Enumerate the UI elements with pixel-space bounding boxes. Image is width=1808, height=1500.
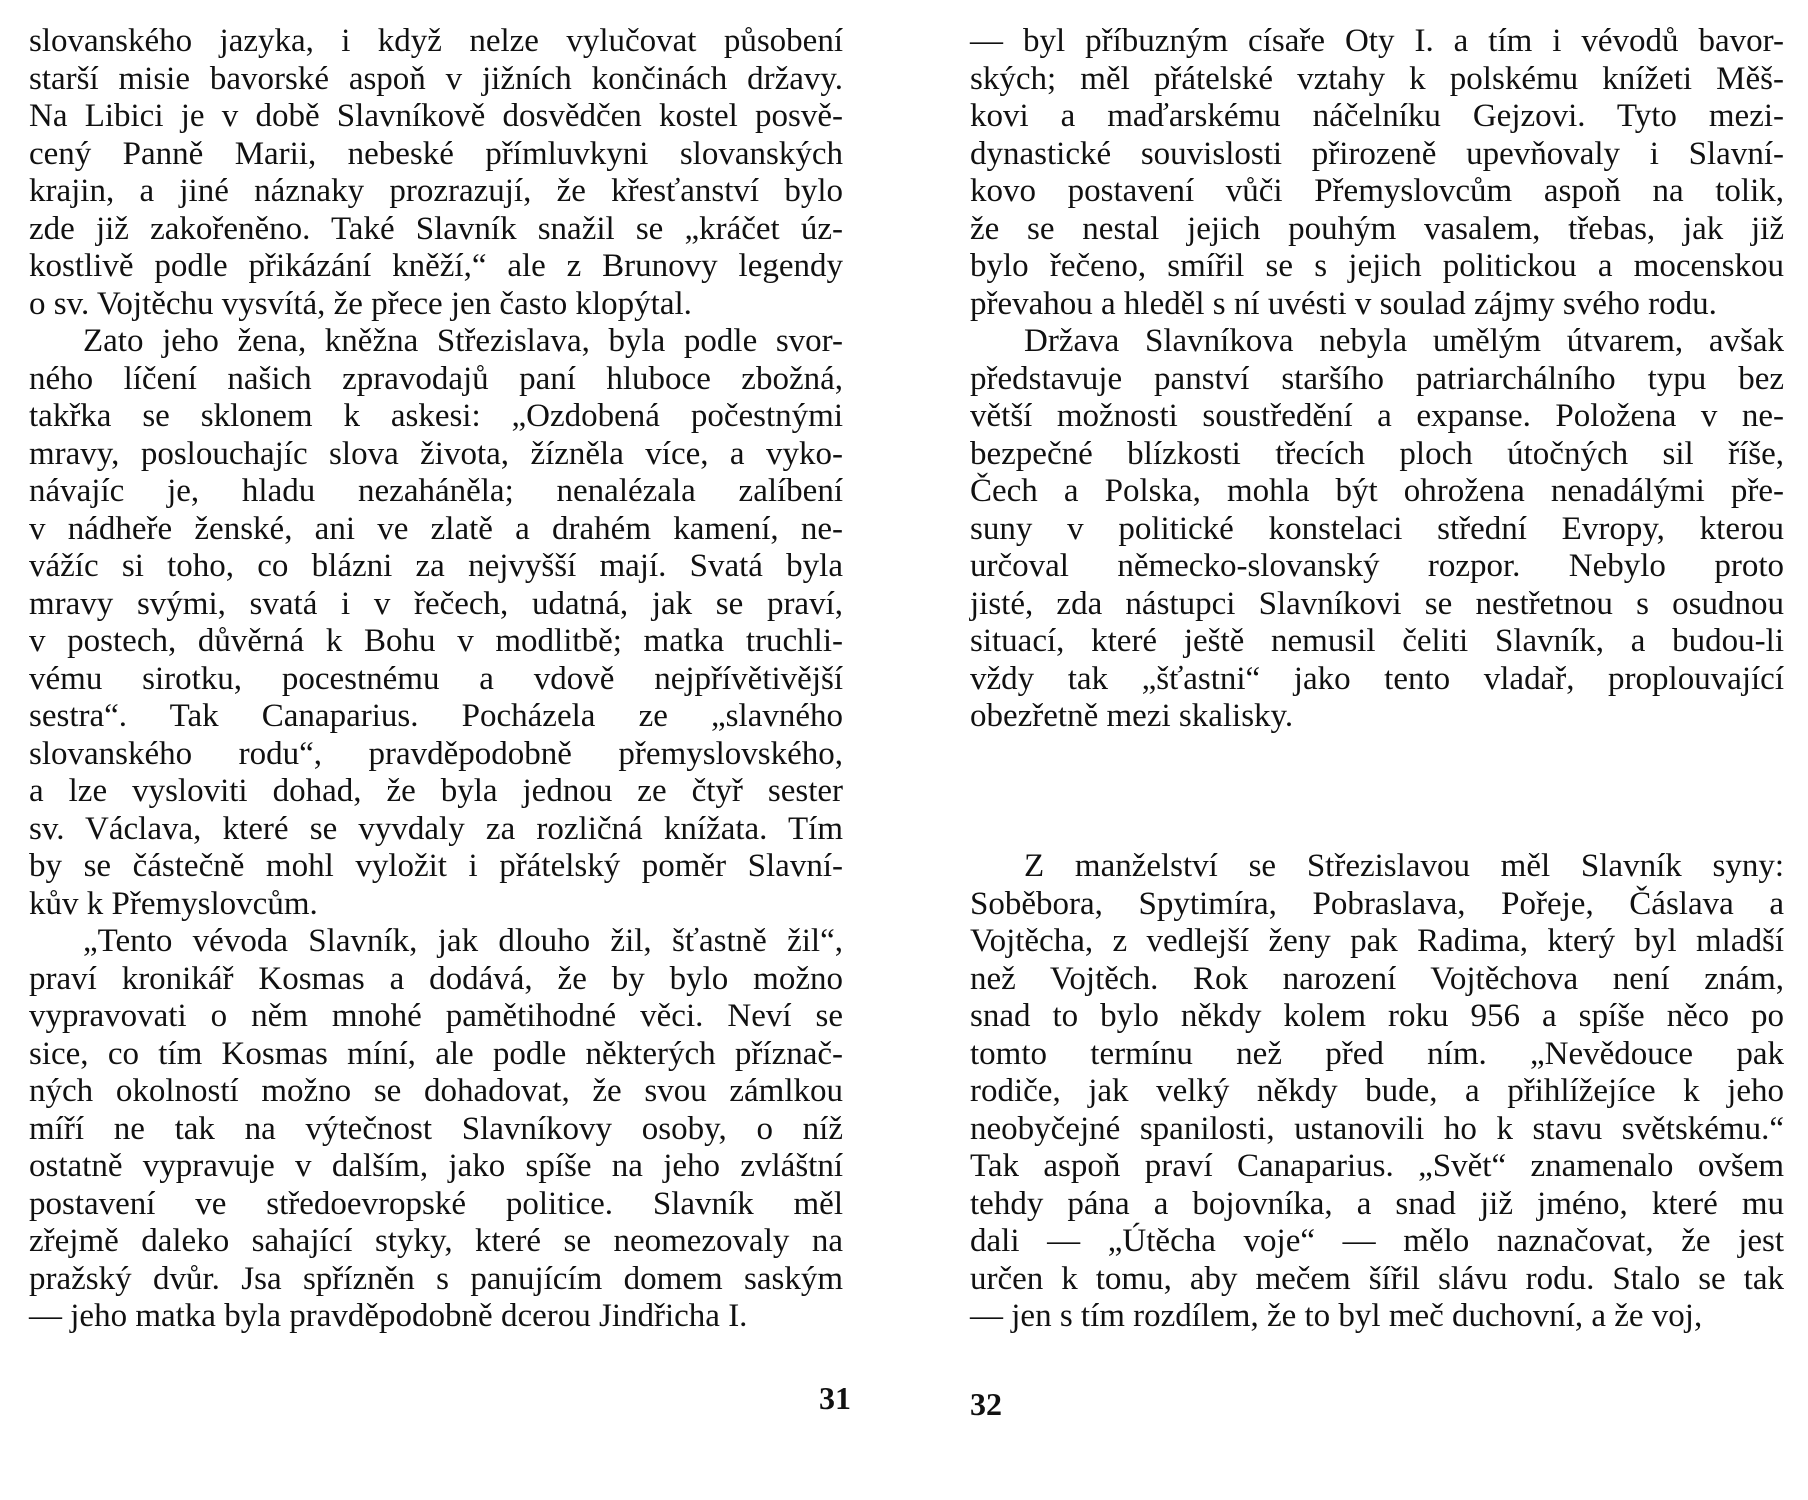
text-line: Vojtěcha, z vedlejší ženy pak Radima, který byl mladší bbox=[970, 923, 1784, 959]
text-section bbox=[29, 23, 843, 1336]
text-line: suny v politické konstelaci střední Evropy, kterou bbox=[970, 510, 1784, 547]
text-line: „Tento vévoda Slavník, jak dlouho žil, šťastně žil“, bbox=[83, 923, 843, 959]
text-line: praví kronikář Kosmas a dodává, že by bylo možno bbox=[29, 960, 843, 997]
text-line: sv. Václava, které se vyvdaly za rozličná knížata. Tím bbox=[29, 810, 843, 847]
text-line: návajíc je, hladu nezaháněla; nenalézala zalíbení bbox=[29, 473, 843, 509]
text-line: o sv. Vojtěchu vysvítá, že přece jen často klopýtal. bbox=[29, 285, 692, 322]
text-line: snad to bylo někdy kolem roku 956 a spíše něco po bbox=[970, 998, 1784, 1034]
section-break bbox=[970, 736, 1784, 849]
text-line: Čech a Polska, mohla být ohrožena nenadálými pře- bbox=[970, 473, 1784, 509]
text-line: než Vojtěch. Rok narození Vojtěchova není znám, bbox=[970, 960, 1784, 997]
text-line: dynastické souvislosti přirozeně upevňovaly i Slavní- bbox=[970, 135, 1784, 172]
text-line: slovanského jazyka, i když nelze vylučovat působení bbox=[29, 23, 843, 59]
paragraph bbox=[970, 323, 1784, 736]
text-line: větší možnosti soustředění a expanse. Položena v ne- bbox=[970, 398, 1784, 434]
text-line: ostatně vypravuje v dalším, jako spíše na jeho zvláštní bbox=[29, 1148, 843, 1184]
text-line: kovo postavení vůči Přemyslovcům aspoň na tolik, bbox=[970, 173, 1784, 209]
text-line: Država Slavníkova nebyla umělým útvarem, avšak bbox=[1024, 323, 1784, 359]
text-line: vždy tak „šťastni“ jako tento vladař, proplouvající bbox=[970, 660, 1784, 697]
text-section bbox=[970, 848, 1784, 1336]
text-line: — jen s tím rozdílem, že to byl meč duchovní, a že voj, bbox=[970, 1298, 1703, 1334]
text-line: cený Panně Marii, nebeské přímluvkyni slovanských bbox=[29, 135, 843, 172]
text-line: sice, co tím Kosmas míní, ale podle některých příznač- bbox=[29, 1035, 843, 1072]
text-line: mravy svými, svatá i v řečech, udatná, jak se praví, bbox=[29, 585, 843, 622]
text-line: zřejmě daleko sahající styky, které se neomezovaly na bbox=[29, 1223, 843, 1259]
text-line: převahou a hleděl s ní uvésti v soulad zájmy svého rodu. bbox=[970, 285, 1717, 322]
text-line: — jeho matka byla pravděpodobně dcerou Jindřicha I. bbox=[29, 1298, 748, 1334]
text-line: situací, které ještě nemusil čeliti Slavník, a budou-li bbox=[970, 623, 1784, 659]
text-line: bezpečné blízkosti třecích ploch útočných sil říše, bbox=[970, 435, 1784, 472]
text-line: ských; měl přátelské vztahy k polskému knížeti Měš- bbox=[970, 60, 1784, 97]
text-line: v nádheře ženské, ani ve zlatě a drahém kamení, ne- bbox=[29, 510, 843, 547]
page-32 bbox=[970, 0, 1784, 1500]
paragraph bbox=[29, 323, 843, 923]
text-line: a lze vysloviti dohad, že byla jednou ze čtyř sester bbox=[29, 773, 843, 809]
paragraph bbox=[29, 923, 843, 1336]
text-line: ného líčení našich zpravodajů paní hluboce zbožná, bbox=[29, 360, 843, 397]
text-line: Na Libici je v době Slavníkově dosvědčen kostel posvě- bbox=[29, 98, 843, 134]
text-line: neobyčejné spanilosti, ustanovili ho k stavu světskému.“ bbox=[970, 1110, 1784, 1147]
text-line: v postech, důvěrná k Bohu v modlitbě; matka truchli- bbox=[29, 623, 843, 659]
text-line: rodiče, jak velký někdy bude, a přihlížejíce k jeho bbox=[970, 1073, 1784, 1109]
text-line: starší misie bavorské aspoň v jižních končinách državy. bbox=[29, 60, 843, 97]
text-line: určoval německo-slovanský rozpor. Nebylo proto bbox=[970, 548, 1784, 584]
text-line: určen k tomu, aby mečem šířil slávu rodu. Stalo se tak bbox=[970, 1260, 1784, 1297]
text-column bbox=[29, 23, 843, 1336]
text-line: tomto termínu než před ním. „Nevědouce pak bbox=[970, 1035, 1784, 1072]
page-31 bbox=[29, 0, 851, 1500]
text-column bbox=[970, 23, 1784, 1336]
text-line: vypravovati o něm mnohé pamětihodné věci. Neví se bbox=[29, 998, 843, 1034]
text-line: pražský dvůr. Jsa spřízněn s panujícím domem saským bbox=[29, 1260, 843, 1297]
text-line: Z manželství se Střezislavou měl Slavník syny: bbox=[1024, 848, 1784, 884]
text-section bbox=[970, 23, 1784, 736]
text-line: Soběbora, Spytimíra, Pobraslava, Pořeje, Čáslava a bbox=[970, 885, 1784, 922]
page-number: 32 bbox=[970, 1386, 1002, 1422]
text-line: dali — „Útěcha voje“ — mělo naznačovat, že jest bbox=[970, 1223, 1784, 1259]
text-line: jisté, zda nástupci Slavníkovi se nestřetnou s osudnou bbox=[970, 585, 1784, 622]
text-line: kův k Přemyslovcům. bbox=[29, 885, 318, 922]
text-line: by se částečně mohl vyložit i přátelský poměr Slavní- bbox=[29, 848, 843, 884]
text-line: zde již zakořeněno. Také Slavník snažil se „kráčet úz- bbox=[29, 210, 843, 247]
text-line: postavení ve středoevropské politice. Slavník měl bbox=[29, 1185, 843, 1222]
text-line: takřka se sklonem k askesi: „Ozdobená počestnými bbox=[29, 398, 843, 434]
text-line: vému sirotku, pocestnému a vdově nejpřívětivější bbox=[29, 660, 843, 697]
text-line: míří ne tak na výtečnost Slavníkovy osoby, o níž bbox=[29, 1110, 843, 1147]
paragraph bbox=[970, 23, 1784, 323]
text-line: vážíc si toho, co blázni za nejvyšší mají. Svatá byla bbox=[29, 548, 843, 584]
text-line: představuje panství staršího patriarchálního typu bez bbox=[970, 360, 1784, 397]
text-line: krajin, a jiné náznaky prozrazují, že křesťanství bylo bbox=[29, 173, 843, 209]
text-line: slovanského rodu“, pravděpodobně přemyslovského, bbox=[29, 735, 843, 772]
text-line: ných okolností možno se dohadovat, že svou zámlkou bbox=[29, 1073, 843, 1109]
paragraph bbox=[29, 23, 843, 323]
text-line: kostlivě podle přikázání kněží,“ ale z Brunovy legendy bbox=[29, 248, 843, 284]
text-line: bylo řečeno, smířil se s jejich politickou a mocenskou bbox=[970, 248, 1784, 284]
text-line: mravy, poslouchajíc slova života, žízněla více, a vyko- bbox=[29, 435, 843, 472]
text-line: Tak aspoň praví Canaparius. „Svět“ znamenalo ovšem bbox=[970, 1148, 1784, 1184]
text-line: že se nestal jejich pouhým vasalem, třebas, jak již bbox=[970, 210, 1784, 247]
text-line: sestra“. Tak Canaparius. Pocházela ze „slavného bbox=[29, 698, 843, 734]
text-line: kovi a maďarskému náčelníku Gejzovi. Tyto mezi- bbox=[970, 98, 1784, 134]
text-line: Zato jeho žena, kněžna Střezislava, byla podle svor- bbox=[83, 323, 843, 359]
text-line: tehdy pána a bojovníka, a snad již jméno, které mu bbox=[970, 1185, 1784, 1222]
text-line: obezřetně mezi skalisky. bbox=[970, 698, 1294, 734]
paragraph bbox=[970, 848, 1784, 1336]
text-line: — byl příbuzným císaře Oty I. a tím i vévodů bavor- bbox=[970, 23, 1784, 59]
page-number: 31 bbox=[819, 1380, 851, 1416]
